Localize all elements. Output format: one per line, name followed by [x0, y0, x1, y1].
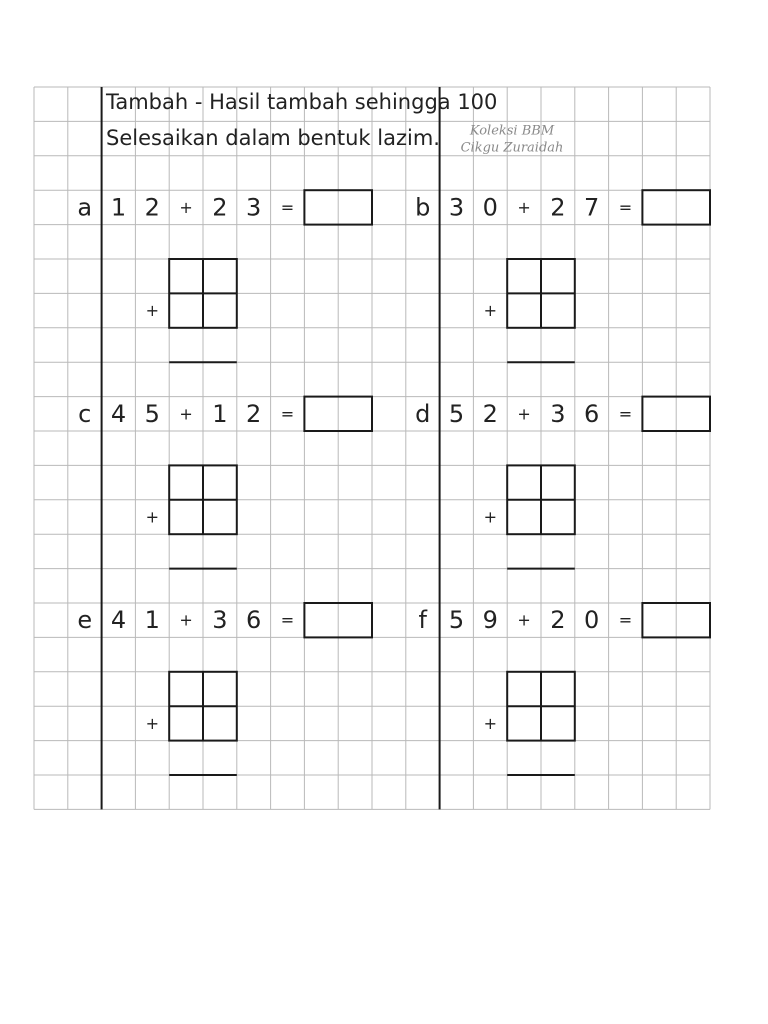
plus-sign: +	[179, 197, 193, 217]
addend-1-tens: 5	[448, 606, 465, 635]
problem-c	[78, 397, 372, 569]
addend-1-ones: 2	[482, 399, 498, 428]
addend-1-tens: 4	[110, 606, 127, 635]
addend-2-ones: 7	[584, 193, 600, 222]
addend-2-tens: 2	[212, 193, 228, 222]
watermark-line-1: Koleksi BBM	[469, 123, 555, 139]
addend-2-ones: 3	[246, 193, 262, 222]
equals-sign: =	[618, 404, 633, 424]
addend-1-ones: 5	[144, 399, 160, 428]
addend-2-ones: 0	[584, 606, 600, 635]
addend-1-ones: 2	[144, 193, 160, 222]
addend-2-tens: 2	[550, 606, 566, 635]
addend-1-ones: 1	[144, 606, 160, 635]
plus-sign: +	[179, 404, 193, 424]
column-plus-sign: +	[145, 507, 160, 527]
addend-1-tens: 5	[448, 399, 465, 428]
problem-label: b	[415, 193, 431, 222]
watermark	[461, 124, 564, 156]
addend-2-ones: 2	[246, 399, 262, 428]
problem-label: a	[77, 193, 93, 222]
addend-2-tens: 2	[550, 193, 566, 222]
problem-e	[77, 603, 372, 775]
equals-sign: =	[280, 197, 295, 217]
addend-2-tens: 3	[550, 399, 566, 428]
column-plus-sign: +	[145, 713, 160, 733]
worksheet-title: Tambah - Hasil tambah sehingga 100	[106, 90, 498, 114]
plus-sign: +	[179, 610, 193, 630]
addend-1-tens: 3	[448, 193, 465, 222]
addend-1-ones: 0	[482, 193, 498, 222]
plus-sign: +	[517, 404, 531, 424]
addend-2-tens: 3	[212, 606, 228, 635]
problem-label: c	[78, 399, 92, 428]
problem-label: e	[77, 606, 93, 635]
equals-sign: =	[280, 610, 295, 630]
problem-d	[415, 397, 710, 569]
problem-f	[418, 603, 710, 775]
problems	[77, 190, 710, 775]
problem-a	[77, 190, 372, 362]
addend-2-ones: 6	[246, 606, 262, 635]
addend-2-ones: 6	[584, 399, 600, 428]
equals-sign: =	[618, 610, 633, 630]
problem-label: f	[418, 606, 427, 635]
problem-label: d	[415, 399, 431, 428]
watermark-line-2: Cikgu Zuraidah	[460, 140, 564, 156]
plus-sign: +	[517, 610, 531, 630]
equals-sign: =	[618, 197, 633, 217]
column-plus-sign: +	[483, 713, 498, 733]
worksheet-instruction: Selesaikan dalam bentuk lazim.	[106, 126, 440, 150]
addend-1-tens: 4	[110, 399, 127, 428]
equals-sign: =	[280, 404, 295, 424]
plus-sign: +	[517, 197, 531, 217]
column-plus-sign: +	[145, 301, 160, 321]
addend-2-tens: 1	[212, 399, 228, 428]
problem-b	[415, 190, 710, 362]
column-plus-sign: +	[483, 507, 498, 527]
addend-1-tens: 1	[110, 193, 127, 222]
column-plus-sign: +	[483, 301, 498, 321]
addend-1-ones: 9	[482, 606, 498, 635]
